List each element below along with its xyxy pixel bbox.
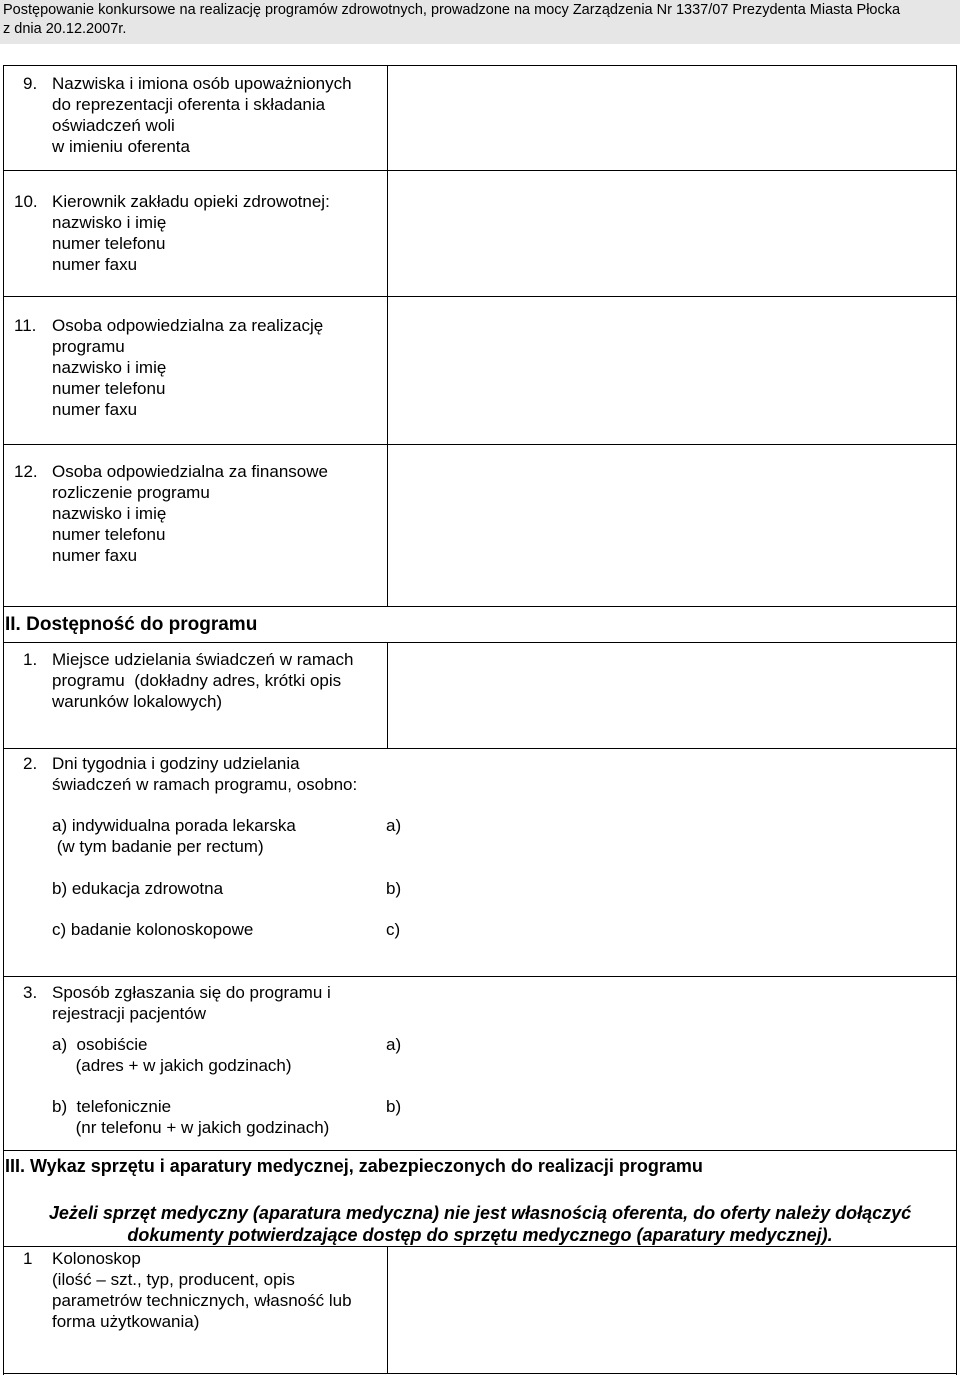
s2-item-2-line-1: Dni tygodnia i godziny udzielania (52, 754, 300, 773)
s2-item-1-line-2: programu (dokładny adres, krótki opis (52, 671, 342, 690)
item-12-line-3: nazwisko i imię (52, 504, 167, 523)
row-divider-12 (3, 606, 957, 607)
row-divider-s2-2 (3, 976, 957, 977)
s2-item-3-a-line-2: (adres + w jakich godzinach) (52, 1056, 292, 1075)
s2-item-3-a-line-1: a) osobiście (52, 1035, 148, 1054)
item-12-line-5: numer faxu (52, 546, 138, 565)
s2-item-2-a-line-2: (w tym badanie per rectum) (52, 837, 264, 856)
row-divider-9 (3, 170, 957, 171)
document-header (0, 0, 960, 44)
s3-item-1-line-2: (ilość – szt., typ, producent, opis (52, 1270, 295, 1289)
s2-item-2-right-a: a) (386, 816, 402, 835)
s2-item-3-line-2: rejestracji pacjentów (52, 1004, 207, 1023)
s3-item-1-line-3: parametrów technicznych, własność lub (52, 1291, 352, 1310)
item-9-line-1: Nazwiska i imiona osób upoważnionych (52, 74, 352, 93)
row-divider-s2-title (3, 642, 957, 643)
column-divider-upper (387, 65, 388, 606)
item-9-line-2: do reprezentacji oferenta i składania (52, 95, 326, 114)
item-12-line-1: Osoba odpowiedzialna za finansowe (52, 462, 328, 481)
section-3-note-line-2: dokumenty potwierdzające dostęp do sprzętu medycznego (aparatury medycznej). (127, 1225, 833, 1245)
table-right-border (956, 65, 957, 1375)
row-divider-11 (3, 444, 957, 445)
header-line-2: z dnia 20.12.2007r. (3, 21, 127, 37)
item-10-number: 10. (14, 192, 38, 211)
section-3-note-line-1: Jeżeli sprzęt medyczny (aparatura medyczna) nie jest własnością oferenta, do oferty należy dołączyć (48, 1203, 912, 1223)
item-11-number: 11. (14, 316, 37, 335)
item-10-line-1: Kierownik zakładu opieki zdrowotnej: (52, 192, 330, 211)
item-12-line-4: numer telefonu (52, 525, 166, 544)
row-divider-s2-1 (3, 748, 957, 749)
s2-item-1-number: 1. (23, 650, 38, 669)
s2-item-2-number: 2. (23, 754, 38, 773)
s3-item-1-line-1: Kolonoskop (52, 1249, 141, 1268)
row-divider-s2-3 (3, 1150, 957, 1151)
item-10-line-4: numer faxu (52, 255, 138, 274)
s2-item-3-line-1: Sposób zgłaszania się do programu i (52, 983, 331, 1002)
item-12-line-2: rozliczenie programu (52, 483, 210, 502)
s3-item-1-line-4: forma użytkowania) (52, 1312, 200, 1331)
row-divider-10 (3, 296, 957, 297)
s2-item-3-right-b: b) (386, 1097, 402, 1116)
s2-item-2-a-line-1: a) indywidualna porada lekarska (52, 816, 296, 835)
s2-item-2-line-2: świadczeń w ramach programu, osobno: (52, 775, 358, 794)
s2-item-3-b-line-1: b) telefonicznie (52, 1097, 172, 1116)
item-10-line-3: numer telefonu (52, 234, 166, 253)
s2-item-2-b: b) edukacja zdrowotna (52, 879, 224, 898)
column-divider-s3-1 (387, 1246, 388, 1374)
s2-item-3-right-a: a) (386, 1035, 402, 1054)
item-11-line-4: numer telefonu (52, 379, 166, 398)
section-2-title: II. Dostępność do programu (5, 614, 258, 635)
s2-item-3-number: 3. (23, 983, 38, 1002)
item-9-line-3: oświadczeń woli (52, 116, 175, 135)
s2-item-2-right-c: c) (386, 920, 401, 939)
item-10-line-2: nazwisko i imię (52, 213, 167, 232)
s2-item-1-line-3: warunków lokalowych) (52, 692, 223, 711)
item-9-number: 9. (23, 74, 38, 93)
item-12-number: 12. (14, 462, 38, 481)
header-line-1: Postępowanie konkursowe na realizację programów zdrowotnych, prowadzone na mocy Zarządzenia Nr 1337/07 Prezydenta Miasta Płocka (3, 2, 901, 18)
item-11-line-3: nazwisko i imię (52, 358, 167, 377)
s3-item-1-number: 1 (23, 1249, 33, 1268)
item-9-line-4: w imieniu oferenta (52, 137, 190, 156)
table-left-border (3, 65, 4, 1375)
s2-item-2-right-b: b) (386, 879, 402, 898)
table-top-border (3, 65, 957, 66)
s2-item-3-b-line-2: (nr telefonu + w jakich godzinach) (52, 1118, 330, 1137)
item-11-line-2: programu (52, 337, 125, 356)
item-11-line-5: numer faxu (52, 400, 138, 419)
item-11-line-1: Osoba odpowiedzialna za realizację (52, 316, 324, 335)
column-divider-s2-1 (387, 642, 388, 748)
section-3-title: III. Wykaz sprzętu i aparatury medycznej, zabezpieczonych do realizacji programu (5, 1156, 703, 1176)
s2-item-2-c: c) badanie kolonoskopowe (52, 920, 254, 939)
s2-item-1-line-1: Miejsce udzielania świadczeń w ramach (52, 650, 354, 669)
row-divider-s3-note (3, 1246, 957, 1247)
